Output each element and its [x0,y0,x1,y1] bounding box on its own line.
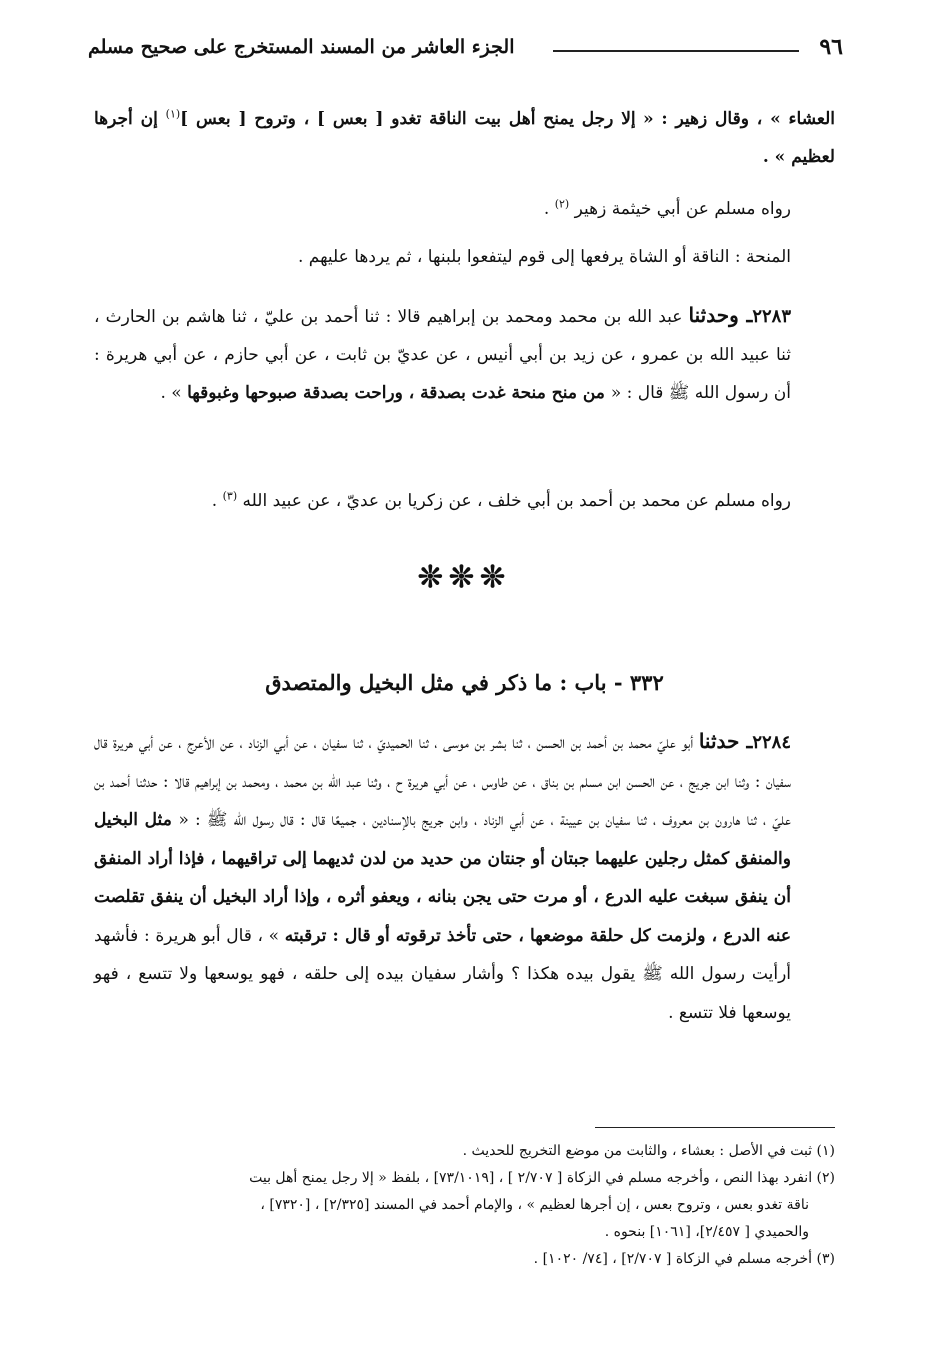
text-segment: . [211,491,223,511]
page-header [88,34,843,78]
hadith-number: ٢٢٨٣ [752,306,791,327]
page-number: ٩٦ [819,34,843,60]
footnote-2-cont: والحميدي [ ٢/٤٥٧]، [١٠٦١] بنحوه . [604,1224,809,1240]
header-rule [553,50,799,52]
hadith-text-bold: إن أجرها لعظيم [94,109,835,167]
hadith-2283 [94,296,835,412]
hadith-text-bold: من منح منحة غدت بصدقة ، وراحت بصدقة صبوحها وغبوقها [187,383,611,403]
isnad-text: عبد الله بن محمد ومحمد بن إبراهيم قالا : ثنا أحمد بن عليّ ، ثنا هاشم بن الحارث ، ثنا عبيد الله بن عمرو ، عن زيد بن أبي أنيس ، عن عديّ بن ثابت ، عن أبي حازم ، عن أبي هريرة : أن رسول الله ﷺ قال : « [94,307,791,403]
footnote-ref: (١) [165,107,181,121]
running-title: الجزء العاشر من المسند المستخرج على صحيح مسلم [88,36,515,58]
haddathana-label: ـ حدثنا [698,729,753,753]
chapter-title: ٣٣٢ - باب : ما ذكر في مثل البخيل والمتصدق [265,670,664,695]
isnad-text: أبو عليّ محمد بن أحمد بن الحسن ، ثنا بشر بن موسى ، ثنا الحميديّ ، ثنا سفيان ، عن أبي الزناد ، عن الأعرج ، عن أبي هريرة قال سفيان : وثنا ابن جريج ، عن الحسن ابن مسلم بن بناق ، عن طاوس ، عن أبي هريرة ح ، وثنا عبد الله بن محمد ، ومحمد بن إبراهيم قالا : حدثنا أحمد بن عليّ ، ثنا هارون بن معروف ، ثنا سفيان بن عيينة ، عن أبي الزناد ، وابن جريج بالإسنادين ، جميعًا قال : قال رسول الله ﷺ : « [94,733,791,830]
hadith-number: ٢٢٨٤ [752,732,791,753]
narration-note [94,482,835,520]
narration-notes [94,190,835,276]
footnote-1: (١) ثبت في الأصل : بعشاء ، والثابت من موضع التخريج للحديث . [462,1143,835,1159]
hadith-text-bold: مثل البخيل والمنفق كمثل رجلين عليهما جبتان أو جنتان من حديد من لدن ثديهما إلى تراقيهما ، فإذا أراد المنفق أن ينفق سبغت عليه الدرع ، أو مرت حتى يجن بنانه ، ويعفو أثره ، وإذا أراد البخيل أن ينفق تقلصت عنه الدرع ، ولزمت كل حلقة موضعها ، حتى تأخذ ترقوته أو قال : ترقبته [94,810,791,946]
text-segment: » . [160,383,188,403]
text-segment: . [543,199,555,219]
footnote-3: (٣) أخرجه مسلم في الزكاة [ ٢/٧٠٧] ، [٧٤/ ١٠٢٠] . [533,1251,835,1267]
footnote-ref: (٣) [222,489,238,503]
narration-line: رواه مسلم عن أبي خيثمة زهير [574,199,791,219]
section-separator: ❊❊❊ [417,560,512,595]
haddathana-label: ـ وحدثنا [688,303,753,327]
footnote-2: (٢) انفرد بهذا النص ، وأخرجه مسلم في الزكاة [ ٢/٧٠٧ ] ، [٧٣/١٠١٩] ، بلفظ « إلا رجل يمنح أهل بيت [249,1170,835,1186]
footnote-2-cont: ناقة تغدو بعس ، وتروح بعس ، إن أجرها لعظيم » ، والإمام أحمد في المسند [٢/٣٢٥] ، [٧٣٢٠] ، [260,1197,809,1213]
narration-line: رواه مسلم عن محمد بن أحمد بن أبي خلف ، عن زكريا بن عديّ ، عن عبيد الله [242,491,791,511]
definition-line: المنحة : الناقة أو الشاة يرفعها إلى قوم ليتفعوا بلبنها ، ثم يردها عليهم . [297,247,791,267]
footnote-rule [595,1127,835,1128]
footnote-ref: (٢) [554,197,570,211]
text-segment: » . [762,147,792,167]
paragraph-continuation [94,100,835,176]
footnotes [94,1138,835,1273]
hadith-text-bold: إلا رجل يمنح أهل بيت الناقة تغدو [ بعس ] ، وتروح [ بعس ] [180,109,636,129]
text-segment: » ، قال أبو هريرة : فأشهد أرأيت رسول الله ﷺ يقول بيده هكذا ؟ وأشار سفيان بيده إلى حلقه ، فهو يوسعها ولا تتسع ، فهو يوسعها فلا تتسع . [94,925,791,1023]
text-segment: العشاء » ، وقال زهير : « [642,109,835,129]
hadith-2284 [94,722,835,1032]
